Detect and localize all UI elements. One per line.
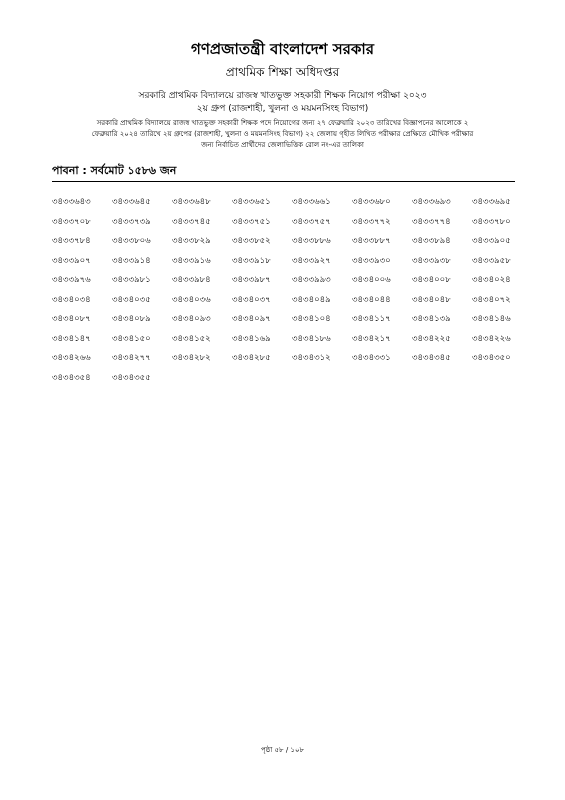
roll-number: ৩৪৩৩৭৮০ (472, 216, 511, 227)
roll-number: ৩৪৩৪০০৮ (412, 275, 451, 285)
roll-number: ৩৪৩৩৮০৬ (112, 236, 151, 246)
roll-number: ৩৪৩৩৭৫৭ (292, 216, 331, 227)
roll-number: ৩৪৩৩৬৯৩ (412, 197, 451, 207)
roll-number: ৩৪৩৩৯৩০ (352, 255, 391, 266)
roll-number: ৩৪৩৪২৮২ (172, 353, 211, 363)
roll-number: ৩৪৩৪২১৭ (352, 333, 391, 344)
roll-number: ৩৪৩৩৯৯৩ (292, 275, 331, 285)
roll-number: ৩৪৩৪০৩৫ (112, 294, 151, 305)
roll-number: ৩৪৩৩৮৮৭ (352, 236, 391, 246)
roll-number: ৩৪৩৩৬৪৫ (112, 197, 151, 207)
roll-number: ৩৪৩৩৯৮৪ (172, 275, 211, 285)
notice-line: সরকারি প্রাথমিক বিদ্যালয়ে রাজস্ব খাতভুক্ত সহকারী শিক্ষক পদে নিয়োগের জন্য ২৭ ফেব্রুয়ারি ২০২৩ তারিখের বিজ্ঞাপনের আলোকে ২ (96, 119, 469, 127)
roll-number: ৩৪৩৪১৪৬ (472, 314, 511, 324)
page-number: পৃষ্ঠা ৫৮ / ১০৮ (260, 746, 305, 754)
roll-number: ৩৪৩৩৯৮৭ (232, 275, 271, 285)
roll-number: ৩৪৩৪০৯৭ (232, 314, 271, 324)
roll-number: ৩৪৩৪৩৪৫ (412, 353, 451, 363)
roll-number: ৩৪৩৩৯০৫ (472, 236, 511, 246)
roll-number: ৩৪৩৪১১৭ (352, 314, 391, 324)
roll-number: ৩৪৩৪২৬৬ (52, 353, 91, 363)
roll-number: ৩৪৩৪০৩৭ (232, 294, 271, 305)
roll-number: ৩৪৩৪০৩৬ (172, 294, 211, 305)
roll-number: ৩৪৩৩৯১৪ (112, 255, 151, 266)
roll-number: ৩৪৩৩৬৮০ (352, 197, 391, 207)
roll-number: ৩৪৩৩৮৮৬ (292, 236, 331, 246)
roll-number: ৩৪৩৪১৪৭ (52, 333, 91, 344)
roll-number: ৩৪৩৪১৬৯ (232, 333, 271, 344)
roll-number: ৩৪৩৩৬৯৫ (472, 197, 511, 207)
group-subtitle: ২য় গ্রুপ (রাজশাহী, খুলনা ও ময়মনসিংহ বিভাগ) (196, 104, 369, 114)
roll-number: ৩৪৩৪০৭২ (472, 294, 511, 305)
roll-number: ৩৪৩৪৩৫০ (472, 353, 511, 363)
roll-number: ৩৪৩৩৯২৭ (292, 255, 331, 266)
roll-number: ৩৪৩৩৬৫১ (232, 197, 271, 207)
roll-number: ৩৪৩৩৯১৮ (232, 255, 271, 266)
roll-number: ৩৪৩৪০৮৭ (52, 314, 91, 324)
notice-line: ফেব্রুয়ারি ২০২৪ তারিখে ২য় গ্রুপের (রাজশাহী, খুলনা ও ময়মনসিংহ বিভাগ) ২২ জেলায় গৃহীত লিখিত পরীক্ষার প্রেক্ষিতে মৌখিক পরীক্ষার (91, 130, 474, 138)
roll-number: ৩৪৩৪২৭৭ (112, 353, 151, 363)
directorate-title: প্রাথমিক শিক্ষা অধিদপ্তর (225, 65, 340, 79)
roll-number: ৩৪৩৩৭৮৪ (52, 236, 91, 246)
exam-title: সরকারি প্রাথমিক বিদ্যালয়ে রাজস্ব খাতভুক্ত সহকারী শিক্ষক নিয়োগ পরীক্ষা ২০২৩ (138, 91, 427, 101)
roll-number: ৩৪৩৩৬৪৩ (52, 197, 91, 207)
roll-number: ৩৪৩৪০৪৯ (292, 294, 331, 305)
roll-number: ৩৪৩৪০২৪ (472, 275, 511, 285)
roll-number: ৩৪৩৪৩৫৪ (52, 372, 91, 383)
roll-number: ৩৪৩৪৩৩১ (352, 353, 391, 363)
roll-number: ৩৪৩৩৭৫১ (232, 216, 271, 227)
roll-number: ৩৪৩৩৯৭৬ (52, 275, 91, 285)
roll-number: ৩৪৩৪১৩৯ (412, 314, 451, 324)
roll-number: ৩৪৩৪১৮৬ (292, 333, 331, 344)
roll-number: ৩৪৩৪৩৫৫ (112, 372, 151, 383)
roll-number: ৩৪৩৩৬৪৮ (172, 197, 211, 207)
roll-number: ৩৪৩৩৬৬১ (292, 197, 331, 207)
roll-number: ৩৪৩৪০৪৮ (412, 294, 451, 305)
roll-number: ৩৪৩৪০৪৪ (352, 294, 391, 305)
roll-number-grid (52, 196, 522, 385)
district-heading: পাবনা : সর্বমোট ১৫৮৬ জন (52, 164, 177, 177)
roll-number: ৩৪৩৩৯৩৮ (412, 255, 451, 266)
roll-number: ৩৪৩৪১০৪ (292, 314, 331, 324)
roll-number: ৩৪৩৪৩১২ (292, 353, 331, 363)
notice-paragraph (40, 118, 525, 151)
roll-number: ৩৪৩৪২২৬ (472, 333, 511, 344)
roll-number: ৩৪৩৩৭৪৫ (172, 216, 211, 227)
roll-number: ৩৪৩৪১৫২ (172, 333, 211, 344)
government-title: গণপ্রজাতন্ত্রী বাংলাদেশ সরকার (191, 40, 374, 58)
roll-number: ৩৪৩৪১৫০ (112, 333, 151, 344)
roll-number: ৩৪৩৩৭৭২ (352, 216, 391, 227)
roll-number: ৩৪৩৪২২৫ (412, 333, 451, 344)
roll-number: ৩৪৩৪২৮৫ (232, 353, 271, 363)
roll-number: ৩৪৩৩৭৭৪ (412, 216, 451, 227)
roll-number: ৩৪৩৩৮৫২ (232, 236, 271, 246)
divider (52, 181, 515, 182)
roll-number: ৩৪৩৪০৩৪ (52, 294, 91, 305)
roll-number: ৩৪৩৩৭৩৯ (112, 216, 151, 227)
roll-number: ৩৪৩৩৯৮১ (112, 275, 151, 285)
roll-number: ৩৪৩৩৯১৬ (172, 255, 211, 266)
roll-number: ৩৪৩৪০৯৩ (172, 314, 211, 324)
roll-number: ৩৪৩৩৯০৭ (52, 255, 91, 266)
roll-number: ৩৪৩৩৭০৮ (52, 216, 91, 227)
roll-number: ৩৪৩৩৮২৯ (172, 236, 211, 246)
roll-number: ৩৪৩৪০০৬ (352, 275, 391, 285)
roll-number: ৩৪৩৩৯৫৮ (472, 255, 511, 266)
notice-line: জন্য নির্বাচিত প্রার্থীদের জেলাভিত্তিক রোল নং-এর তালিকা (201, 141, 364, 149)
roll-number: ৩৪৩৩৮৯৪ (412, 236, 451, 246)
roll-number: ৩৪৩৪০৮৯ (112, 314, 151, 324)
